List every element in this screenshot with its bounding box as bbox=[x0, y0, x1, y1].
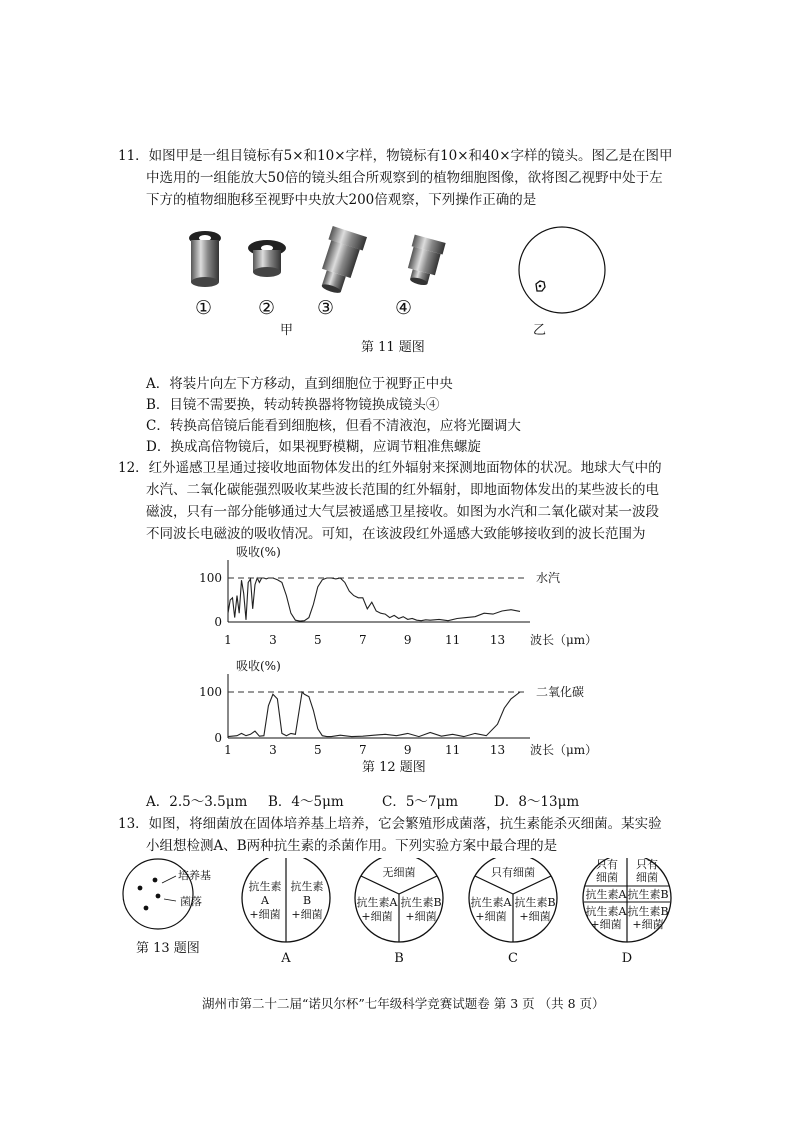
q12-option-a: A．2.5～3.5μm bbox=[146, 794, 248, 810]
plan-a-right-2: B bbox=[302, 894, 312, 907]
x-tick-label: 7 bbox=[358, 743, 367, 757]
q13-figure bbox=[118, 858, 678, 970]
x-tick-label: 11 bbox=[444, 633, 461, 647]
objective-lens-4 bbox=[403, 235, 446, 289]
q11-option-c: C．转换高倍镜后能看到细胞核，但看不清液泡，应将光圈调大 bbox=[146, 418, 521, 434]
y-tick-label: 0 bbox=[214, 615, 222, 629]
q12-figure-caption: 第 12 题图 bbox=[362, 760, 426, 775]
q11-option-b: B．目镜不需要换，转动转换器将物镜换成镜头④ bbox=[146, 397, 440, 413]
plan-d-dish bbox=[583, 858, 671, 966]
plan-b-right-2: +细菌 bbox=[405, 910, 437, 923]
q11-line-2: 中选用的一组能放大50倍的镜头组合所观察到的植物细胞图像，欲将图乙视野中处于左 bbox=[146, 170, 663, 186]
plan-b-right-1: 抗生素B bbox=[400, 896, 442, 909]
q11-figure-caption: 第 11 题图 bbox=[361, 340, 425, 355]
plan-a-left-3: +细菌 bbox=[249, 908, 281, 921]
plan-a-left-2: A bbox=[261, 894, 269, 907]
plan-b-left-2: +细菌 bbox=[361, 910, 393, 923]
field-of-view-circle bbox=[519, 227, 605, 313]
absorption-series-line bbox=[228, 692, 520, 737]
medium-label: 培养基 bbox=[178, 869, 211, 882]
y-axis-label: 吸收(%) bbox=[236, 659, 281, 673]
q12-line-4: 不同波长电磁波的吸收情况。可知，在该波段红外遥感大致能够接收到的波长范围为 bbox=[146, 526, 646, 542]
figure-label-jia: 甲 bbox=[280, 323, 294, 338]
series-label: 水汽 bbox=[536, 571, 561, 585]
q12-option-c: C．5～7μm bbox=[382, 794, 459, 810]
absorption-series-line bbox=[228, 578, 520, 621]
q11-option-a: A．将装片向左下方移动，直到细胞位于视野正中央 bbox=[146, 376, 453, 392]
petri-dish bbox=[123, 859, 211, 929]
eyepiece-lens-1 bbox=[189, 231, 221, 287]
plan-c-right-1: 抗生素B bbox=[514, 896, 556, 909]
figure-label-yi: 乙 bbox=[533, 323, 547, 338]
plan-a-right-1: 抗生素 bbox=[290, 880, 324, 893]
y-axis-label: 吸收(%) bbox=[236, 545, 281, 559]
lens-number-3: ③ bbox=[317, 297, 335, 319]
plan-b-top: 无细菌 bbox=[382, 866, 416, 879]
plan-a-left-1: 抗生素 bbox=[248, 880, 282, 893]
x-tick-label: 1 bbox=[224, 633, 232, 647]
q13-line-2: 小组想检测A、B两种抗生素的杀菌作用。下列实验方案中最合理的是 bbox=[146, 838, 558, 854]
y-tick-label: 100 bbox=[199, 685, 222, 699]
lens-number-1: ① bbox=[195, 297, 213, 319]
plan-c-right-2: +细菌 bbox=[519, 910, 551, 923]
q12-option-b: B．4～5μm bbox=[268, 794, 344, 810]
x-tick-label: 13 bbox=[489, 743, 506, 757]
plan-d-bottom-right-2: +细菌 bbox=[632, 918, 664, 931]
x-tick-label: 5 bbox=[314, 633, 322, 647]
plan-a-letter: A bbox=[281, 951, 291, 966]
plan-d-letter: D bbox=[621, 951, 633, 966]
plan-a-right-3: +细菌 bbox=[291, 908, 323, 921]
plan-d-top-left-1: 只有 bbox=[596, 858, 618, 871]
q13-figure-caption: 第 13 题图 bbox=[136, 941, 200, 956]
x-tick-label: 7 bbox=[358, 633, 367, 647]
colony-label: 菌落 bbox=[180, 895, 202, 908]
lens-number-4: ④ bbox=[395, 297, 413, 319]
x-tick-label: 13 bbox=[489, 633, 506, 647]
q12-line-1: 12．红外遥感卫星通过接收地面物体发出的红外辐射来探测地面物体的状况。地球大气中的 bbox=[118, 460, 662, 476]
plan-a-dish bbox=[242, 858, 330, 966]
plan-c-letter: C bbox=[508, 951, 518, 966]
plan-c-left-1: 抗生素A bbox=[470, 896, 512, 909]
x-tick-label: 5 bbox=[314, 743, 322, 757]
plan-c-top: 只有细菌 bbox=[491, 866, 535, 879]
x-axis-label: 波长（μm） bbox=[530, 743, 598, 757]
x-tick-label: 9 bbox=[403, 633, 412, 647]
objective-lens-3 bbox=[313, 226, 367, 297]
page-footer: 湖州市第二十二届“诺贝尔杯”七年级科学竞赛试题卷 第 3 页 （共 8 页） bbox=[202, 996, 605, 1011]
plan-c-left-2: +细菌 bbox=[475, 910, 507, 923]
co2-absorption-chart bbox=[190, 656, 620, 764]
plan-d-bottom-left-2: +细菌 bbox=[590, 918, 622, 931]
water-vapor-absorption-chart bbox=[190, 544, 620, 654]
plan-b-letter: B bbox=[394, 951, 404, 966]
plan-d-mid-left: 抗生素A bbox=[585, 888, 627, 901]
plan-b-left-1: 抗生素A bbox=[356, 896, 398, 909]
q12-line-2: 水汽、二氧化碳能强烈吸收某些波长范围的红外辐射，即地面物体发出的某些波长的电 bbox=[146, 482, 659, 498]
q12-option-d: D．8～13μm bbox=[494, 794, 580, 810]
x-tick-label: 11 bbox=[444, 743, 461, 757]
plan-d-top-left-2: 细菌 bbox=[596, 871, 618, 884]
x-tick-label: 3 bbox=[269, 633, 277, 647]
plan-b-dish bbox=[355, 858, 443, 966]
y-tick-label: 0 bbox=[214, 731, 222, 745]
plan-d-bottom-right-1: 抗生素B bbox=[627, 905, 669, 918]
q11-line-3: 下方的植物细胞移至视野中央放大200倍观察，下列操作正确的是 bbox=[146, 192, 537, 208]
q11-option-d: D．换成高倍物镜后，如果视野模糊，应调节粗准焦螺旋 bbox=[146, 439, 481, 455]
x-tick-label: 9 bbox=[403, 743, 412, 757]
eyepiece-lens-2 bbox=[248, 240, 286, 277]
plan-d-top-right-1: 只有 bbox=[636, 858, 658, 871]
x-axis-label: 波长（μm） bbox=[530, 633, 598, 647]
plan-d-bottom-left-1: 抗生素A bbox=[585, 905, 627, 918]
x-tick-label: 3 bbox=[269, 743, 277, 757]
q13-line-1: 13．如图，将细菌放在固体培养基上培养，它会繁殖形成菌落，抗生素能杀灭细菌。某实验 bbox=[118, 816, 662, 832]
series-label: 二氧化碳 bbox=[536, 685, 585, 699]
q11-line-1: 11．如图甲是一组目镜标有5×和10×字样，物镜标有10×和40×字样的镜头。图乙是在图甲 bbox=[118, 148, 673, 164]
x-tick-label: 1 bbox=[224, 743, 232, 757]
lens-number-2: ② bbox=[258, 297, 276, 319]
plan-c-dish bbox=[469, 858, 557, 966]
plan-d-top-right-2: 细菌 bbox=[636, 871, 658, 884]
y-tick-label: 100 bbox=[199, 571, 222, 585]
q12-line-3: 磁波，只有一部分能够通过大气层被遥感卫星接收。如图为水汽和二氧化碳对某一波段 bbox=[146, 504, 659, 520]
plan-d-mid-right: 抗生素B bbox=[627, 888, 669, 901]
